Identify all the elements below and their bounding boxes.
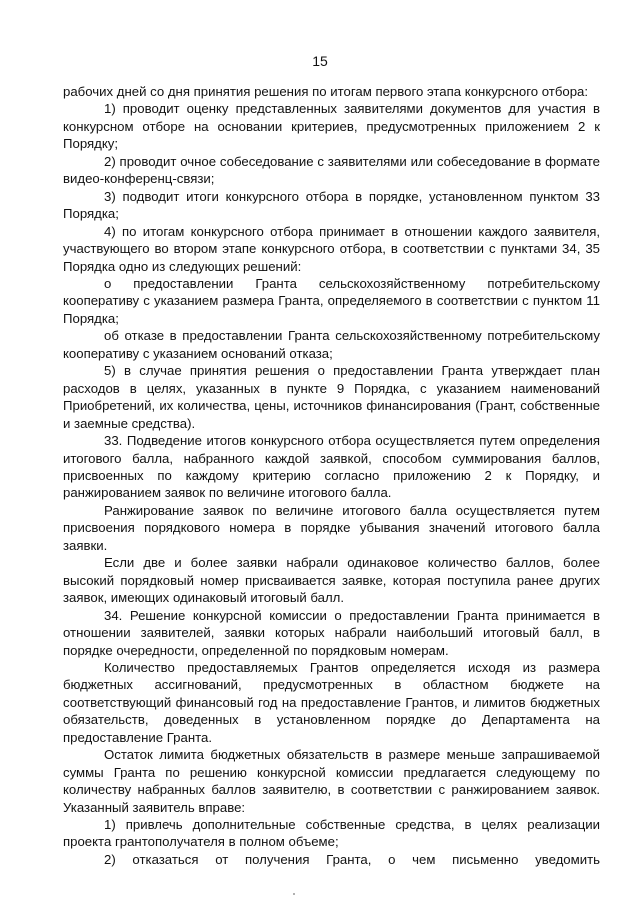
- paragraph-option-1: 1) привлечь дополнительные собственные средства, в целях реализации проекта грантополучателя в полном объеме;: [63, 817, 600, 850]
- page-number: 15: [312, 53, 328, 69]
- paragraph-item-3: 3) подводит итоги конкурсного отбора в порядке, установленном пунктом 33 Порядка;: [63, 188, 600, 222]
- paragraph-item-5: 5) в случае принятия решения о предоставлении Гранта утверждает план расходов в целях, указанных в пункте 9 Порядка, с указанием наименований Приобретений, их количества, цены, источников финансирования (Грант, собственные и заемные средства).: [63, 363, 600, 431]
- paragraph-decision-refusal: об отказе в предоставлении Гранта сельскохозяйственному потребительскому кооперативу с указанием оснований отказа;: [63, 328, 600, 361]
- paragraph-item-4: 4) по итогам конкурсного отбора принимает в отношении каждого заявителя, участвующего во втором этапе конкурсного отбора, в соответствии с пунктами 34, 35 Порядка одно из следующих решений:: [63, 223, 600, 274]
- paragraph-item-1: 1) проводит оценку представленных заявителями документов для участия в конкурсном отборе на основании критериев, предусмотренных приложением 2 к Порядку;: [63, 101, 600, 152]
- paragraph-grant-count: Количество предоставляемых Грантов определяется исходя из размера бюджетных ассигнований, предусмотренных в областном бюджете на соответствующий финансовый год на предоставление Грантов, и лимитов бюджетных обязательств, доведенных в установленном порядке до Департамента на предоставление Гранта.: [63, 659, 600, 745]
- paragraph-section-34: 34. Решение конкурсной комиссии о предоставлении Гранта принимается в отношении заявителей, заявки которых набрали наибольший итоговый балл, в порядке очередности, определенной по порядковым номерам.: [63, 607, 600, 658]
- paragraph-equal-scores: Если две и более заявки набрали одинаковое количество баллов, более высокий порядковый номер присваивается заявке, которая поступила ранее других заявок, имеющих одинаковый итоговый балл.: [63, 555, 600, 606]
- paragraph-option-2: 2) отказаться от получения Гранта, о чем письменно уведомить: [104, 851, 600, 867]
- paragraph-section-33: 33. Подведение итогов конкурсного отбора осуществляется путем определения итогового балла, набранного каждой заявкой, способом суммирования баллов, присвоенных по каждому критерию согласно приложению 2 к Порядку, и ранжированием заявок по величине итогового балла.: [63, 433, 600, 501]
- scan-artifact-dot: [293, 893, 295, 895]
- paragraph-item-2: 2) проводит очное собеседование с заявителями или собеседование в формате видео-конференц-связи;: [63, 153, 600, 187]
- document-body: [63, 83, 600, 868]
- paragraph-ranking: Ранжирование заявок по величине итогового балла осуществляется путем присвоения порядкового номера в порядке убывания значений итогового балла заявки.: [63, 502, 600, 553]
- paragraph-decision-grant: о предоставлении Гранта сельскохозяйственному потребительскому кооперативу с указанием размера Гранта, определяемого в соответствии с пунктом 11 Порядка;: [63, 275, 600, 326]
- paragraph-limit-remainder: Остаток лимита бюджетных обязательств в размере меньше запрашиваемой суммы Гранта по решению конкурсной комиссии предлагается следующему по количеству набранных баллов заявителю, в соответствии с ранжированием заявок. Указанный заявитель вправе:: [63, 747, 600, 815]
- paragraph-continuation: рабочих дней со дня принятия решения по итогам первого этапа конкурсного отбора:: [63, 84, 589, 99]
